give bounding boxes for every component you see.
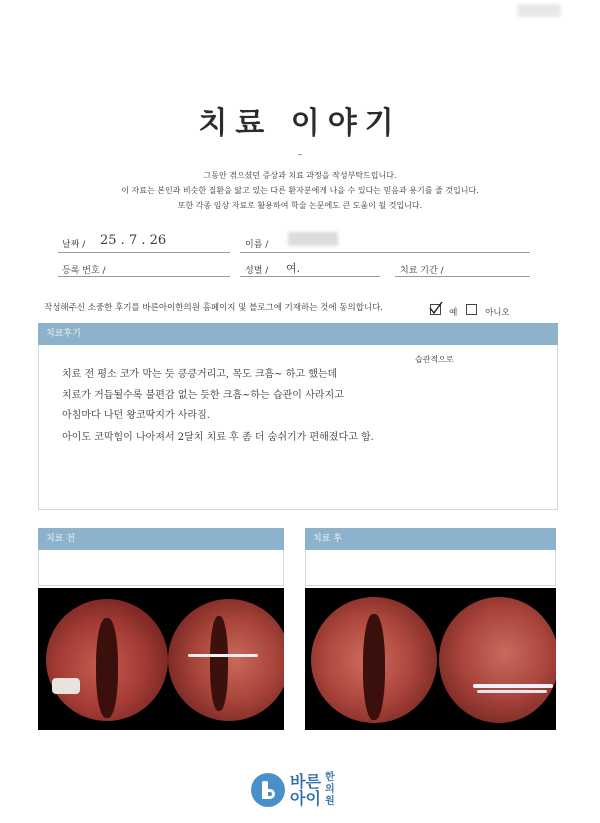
review-line: 아침마다 나던 왕코딱지가 사라짐. <box>62 410 210 421</box>
registration-underline <box>58 276 230 277</box>
consent-yes-checkbox[interactable] <box>430 304 441 315</box>
period-label: 치료 기간 / <box>400 266 444 276</box>
date-label: 날짜 / <box>62 240 86 250</box>
consent-no-checkbox[interactable] <box>466 304 477 315</box>
review-header: 치료후기 <box>38 323 558 345</box>
intro-text <box>0 168 600 213</box>
checkmark-icon <box>429 301 443 315</box>
name-label: 이름 / <box>245 240 269 250</box>
consent-yes-label: 예 <box>449 308 458 318</box>
redacted-mark <box>517 4 561 17</box>
review-line: 치료 전 평소 코가 막는 듯 킁킁거리고, 목도 크흠~ 하고 했는데 <box>62 369 338 380</box>
after-header: 치료 후 <box>305 528 556 550</box>
after-endoscope-photo <box>305 588 556 730</box>
date-underline <box>58 252 230 253</box>
before-header-box <box>38 550 284 586</box>
logo-line1: 바른 <box>290 772 321 791</box>
name-underline <box>240 252 530 253</box>
registration-label: 등록 번호 / <box>62 266 106 276</box>
consent-yes-option[interactable] <box>430 300 457 319</box>
title-divider: – <box>297 150 303 160</box>
consent-text: 작성해주신 소중한 후기를 바른아이한의원 홈페이지 및 블로그에 기재하는 것에 동의합니다. <box>44 303 384 313</box>
logo-side-text: 한의원 <box>325 772 335 807</box>
date-value: 25 . 7 . 26 <box>100 233 167 248</box>
period-underline <box>395 276 530 277</box>
after-header-box <box>305 550 556 586</box>
intro-line: 이 자료는 본인과 비슷한 질환을 앓고 있는 다른 환자분에게 나을 수 있다는 믿음과 용기를 줄 것입니다. <box>121 186 479 195</box>
review-line: 치료가 거듭될수록 불편감 없는 듯한 크흠~하는 습관이 사라지고 <box>62 390 344 401</box>
review-insert-note: 습관적으로 <box>415 355 454 364</box>
before-header: 치료 전 <box>38 528 284 550</box>
redacted-name <box>288 232 338 246</box>
clinic-logo-text <box>290 773 321 807</box>
consent-no-label: 아니오 <box>485 308 510 318</box>
page-title: 치료 이야기 <box>198 106 402 141</box>
before-endoscope-photo <box>38 588 284 730</box>
review-line: 아이도 코막힘이 나아져서 2달치 치료 후 좀 더 숨쉬기가 편해졌다고 함. <box>62 432 374 443</box>
gender-value: 여. <box>286 262 301 275</box>
intro-line: 또한 각종 임상 자료로 활용하여 학술 논문에도 큰 도움이 될 것입니다. <box>177 201 423 210</box>
intro-line: 그동안 겪으셨던 증상과 치료 과정을 작성부탁드립니다. <box>203 171 397 180</box>
gender-label: 성별 / <box>245 266 269 276</box>
gender-underline <box>240 276 380 277</box>
clinic-logo-icon <box>251 773 285 807</box>
consent-no-option[interactable] <box>466 300 510 319</box>
logo-line2: 아이 <box>290 789 321 808</box>
